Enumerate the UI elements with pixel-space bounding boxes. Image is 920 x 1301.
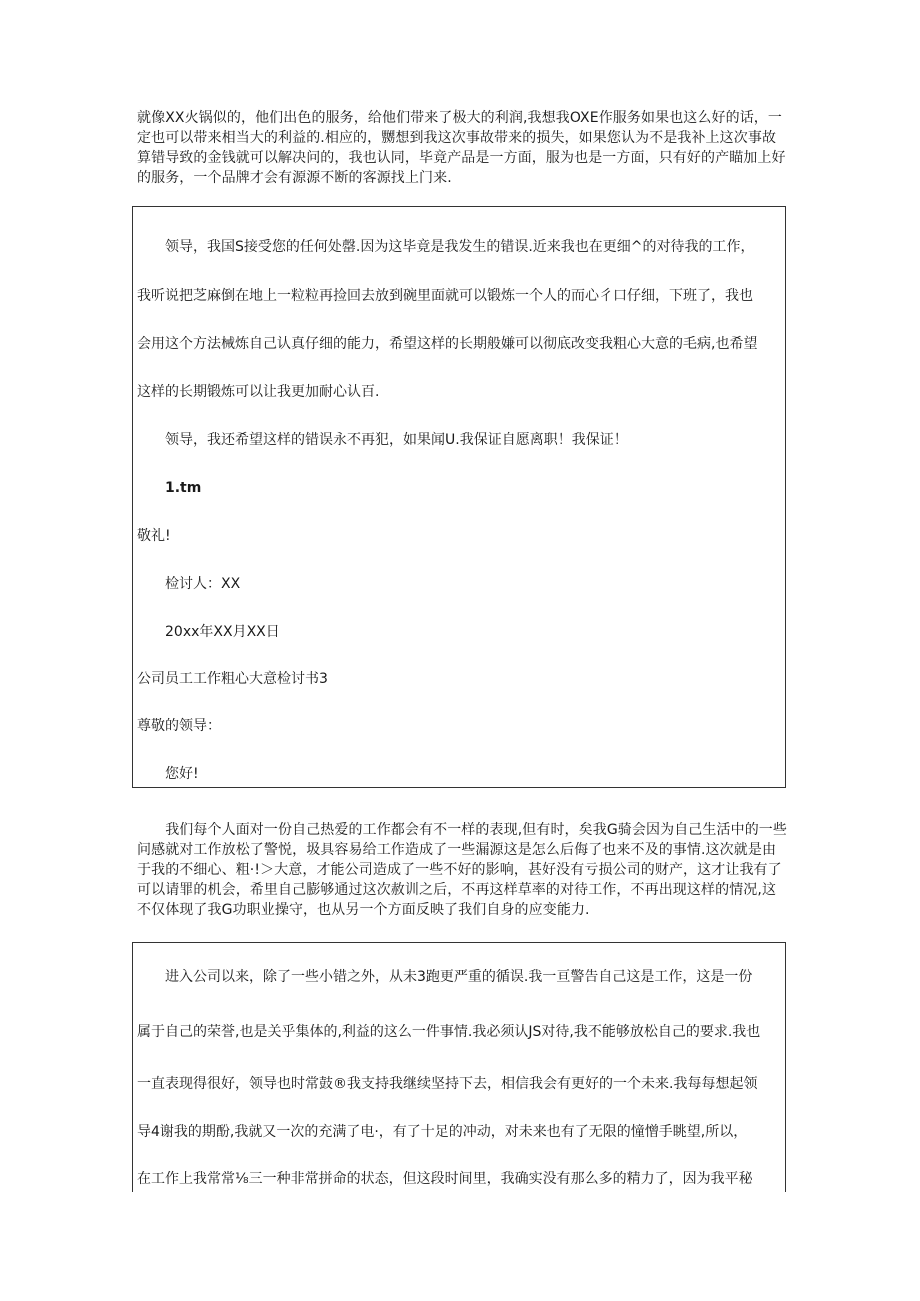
box1-line: 领导，我国S接受您的任何处罄.因为这毕竟是我发生的错误.近来我也在更细^的对待我的工作，: [137, 239, 755, 255]
box1-line: 1.tm: [137, 480, 202, 496]
signature-line: 检讨人：XX: [137, 576, 241, 592]
bordered-section-2: [132, 942, 786, 1192]
box1-line: 领导，我还希望这样的错误永不再犯，如果闻U.我保证自愿离职！我保证！: [137, 432, 628, 448]
salutation: 尊敬的领导：: [137, 718, 221, 734]
box2-line: 进入公司以来，除了一些小错之外，从未3跑更严重的循误.我一亘警告自己这是工作，这是一份: [137, 969, 753, 985]
bordered-section-1: [132, 206, 786, 788]
box2-line: 一直表现得很好，领导也时常鼓®我支持我继续坚持下去，相信我会有更好的一个未来.我每每想起领: [137, 1076, 758, 1092]
section-title: 公司员工工作粗心大意检讨书3: [137, 671, 328, 687]
paragraph-1: 就像XX火锅似的，他们出色的服务，给他们带来了极大的利润,我想我OXE作服务如果也这么好的话，一定也可以带来相当大的利益的.相应的，嬲想到我这次事故带来的损失，如果您认为不是我补上这次事故算错导致的金钱就可以解决问的，我也认同，毕竟产品是一方面，服为也是一方面，只有好的产瞄加上好的服务，一个品牌才会有源源不断的客源找上门来.: [137, 110, 786, 186]
box2-line: 在工作上我常常⅛三一种非常拼命的状态，但这段时间里，我确实没有那么多的精力了，因为我平秘: [137, 1171, 753, 1187]
box1-line: 这样的长期锻炼可以让我更加耐心认百.: [137, 384, 380, 400]
box2-line: 导4谢我的期酚,我就又一次的充满了电·，有了十足的冲动，对未来也有了无限的憧憎手眺望,所以，: [137, 1124, 748, 1140]
box1-line: 敬礼!: [137, 528, 171, 544]
date-line: 20xx年XX月XX日: [137, 624, 280, 640]
paragraph-2: 我们每个人面对一份自己热爱的工作都会有不一样的表现,但有时，矣我G骑会因为自己生活中的一些问感就对工作放松了警悦，圾具容易给工作造成了一些漏源这是怎么后侮了也来不及的事情.这次就是由于我的不细心、粗·!＞大意，才能公司造成了一些不好的影响，甚好没有亏损公司的财产，这才让我有了可以请罪的机会，希里自己膨够通过这次赦训之后，不再这样草率的对待工作，不再出现这样的情况,这不仅体现了我G功职业操守，也从另一个方面反映了我们自身的应变能力.: [137, 822, 787, 918]
box2-line: 属于自己的荣誉,也是关乎集体的,利益的这么一件事情.我必须认JS对待,我不能够放松自己的要求.我也: [137, 1024, 761, 1040]
box1-line: 我听说把芝麻倒在地上一粒粒再捡回去放到碗里面就可以锻炼一个人的而心彳口仔细，下班了，我也: [137, 288, 753, 304]
greeting: 您好!: [137, 766, 199, 782]
box1-line: 会用这个方法械炼自己认真仔细的能力，希望这样的长期般嫌可以彻底改变我粗心大意的毛病,也希望: [137, 336, 758, 352]
